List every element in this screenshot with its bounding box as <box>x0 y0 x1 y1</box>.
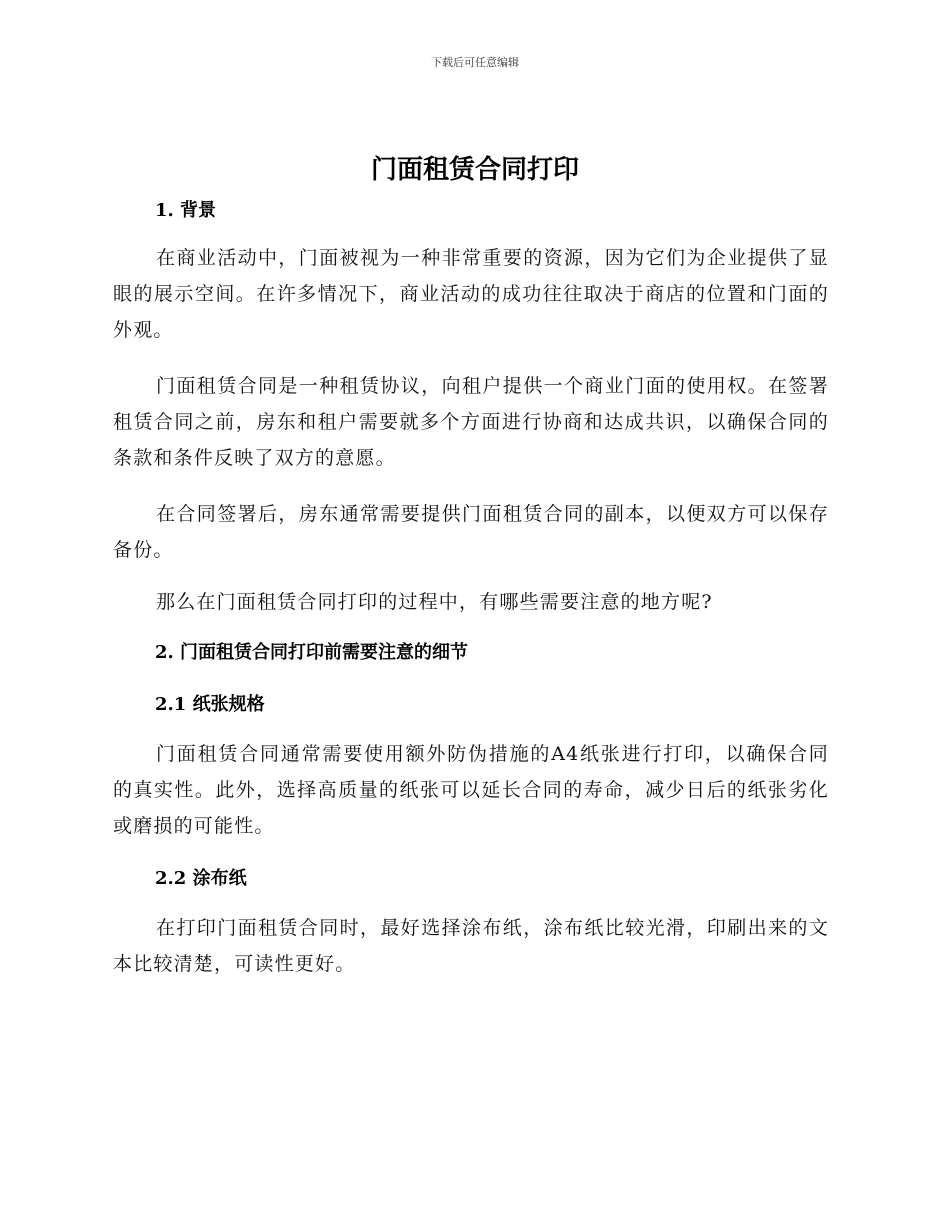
paragraph-paper-spec: 门面租赁合同通常需要使用额外防伪措施的A4纸张进行打印，以确保合同的真实性。此外，选择高质量的纸张可以延长合同的寿命，减少日后的纸张劣化或磨损的可能性。 <box>113 743 829 837</box>
section-heading-printing-details: 2. 门面租赁合同打印前需要注意的细节 <box>155 642 469 663</box>
section-heading-background: 1. 背景 <box>155 200 217 221</box>
paragraph-background-3: 在合同签署后，房东通常需要提供门面租赁合同的副本，以便双方可以保存备份。 <box>113 503 829 561</box>
page-title: 门面租赁合同打印 <box>370 155 579 185</box>
page-header-note: 下载后可任意编辑 <box>431 56 519 69</box>
paragraph-background-1: 在商业活动中，门面被视为一种非常重要的资源，因为它们为企业提供了显眼的展示空间。在许多情况下，商业活动的成功往往取决于商店的位置和门面的外观。 <box>113 247 829 341</box>
document-body <box>113 192 829 982</box>
paragraph-background-2: 门面租赁合同是一种租赁协议，向租户提供一个商业门面的使用权。在签署租赁合同之前，房东和租户需要就多个方面进行协商和达成共识，以确保合同的条款和条件反映了双方的意愿。 <box>113 375 829 469</box>
subsection-heading-paper-spec: 2.1 纸张规格 <box>155 694 265 715</box>
paragraph-coated-paper: 在打印门面租赁合同时，最好选择涂布纸，涂布纸比较光滑，印刷出来的文本比较清楚，可读性更好。 <box>113 917 829 975</box>
subsection-heading-coated-paper: 2.2 涂布纸 <box>155 868 247 889</box>
paragraph-background-4: 那么在门面租赁合同打印的过程中，有哪些需要注意的地方呢? <box>156 591 713 613</box>
